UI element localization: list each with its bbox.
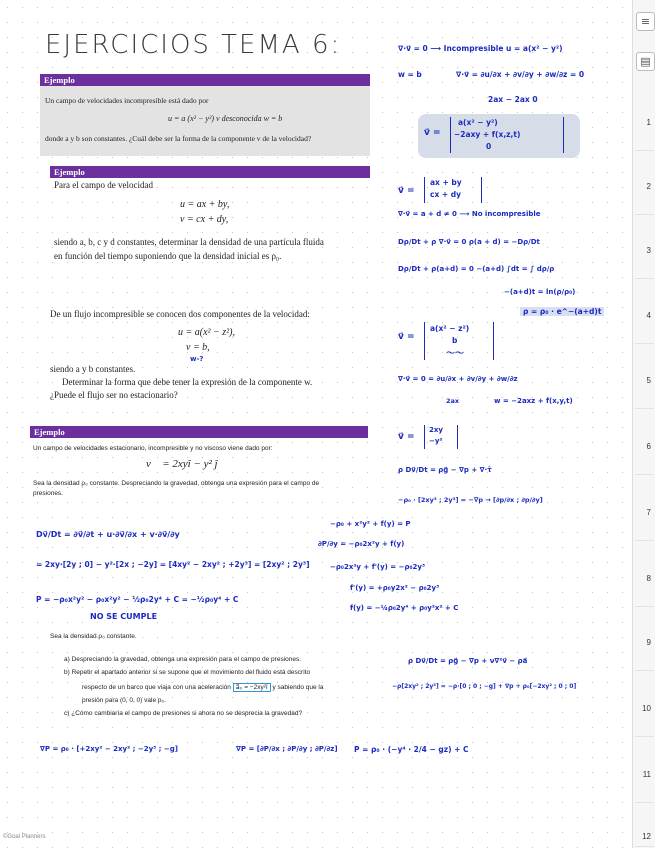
ex3-line2: siendo a y b constantes. (50, 364, 136, 374)
hw-r11a: a(x² − z²) (430, 324, 470, 333)
hw-r7: Dρ/Dt + ρ ∇·v⃗ = 0 ρ(a + d) = −Dρ/Dt (398, 238, 540, 246)
ex2-eq1: u = ax + by, (180, 199, 230, 210)
hw-r5a: ax + by (430, 178, 462, 187)
ex3-line1: De un flujo incompresible se conocen dos componentes de la velocidad: (50, 309, 310, 319)
hw-r4a: a(x² − y²) (458, 118, 498, 127)
ex2-eq2: v = cx + dy, (180, 214, 229, 225)
page-tab-6[interactable]: 6 (635, 416, 654, 475)
hw-r10: ρ = ρ₀ · e^−(a+d)t (520, 307, 604, 316)
hw-r13: w = −2axz + f(x,y,t) (494, 397, 573, 405)
hw-l3: P = −ρ₀x²y² − ρ₀x²y² − ½ρ₀2y⁴ + C = −½ρ₀y⁴ + C (36, 595, 239, 604)
hw-l4: NO SE CUMPLE (90, 612, 158, 621)
footer-credit: ©Goal Planners (3, 834, 46, 840)
hw-r8: Dρ/Dt + ρ(a+d) = 0 −(a+d) ∫dt = ∫ dρ/ρ (398, 265, 555, 273)
hw-r9: −(a+d)t = ln(ρ/ρ₀) (504, 288, 576, 296)
ex3-eq2: v = b, (186, 342, 210, 353)
hw-r16: −ρ₀ · [2xy³ ; 2y³] = −∇p → [∂p/∂x ; ∂p/∂y] (398, 496, 543, 504)
hw-r4b: −2axy + f(x,z,t) (454, 130, 521, 139)
hw-r12b: 2ax (446, 397, 460, 405)
ex4b-c: c) ¿Cómo cambiaría el campo de presiones si ahora no se desprecia la gravedad? (64, 710, 303, 717)
ex3-line4: ¿Puede el flujo ser no estacionario? (50, 390, 178, 400)
hw-r5b: cx + dy (430, 190, 462, 199)
hw-r2b: ∇·v⃗ = ∂u/∂x + ∂v/∂y + ∂w/∂z = 0 (456, 70, 585, 79)
hw-r5-label: v⃗ = (398, 186, 415, 196)
ex1-equation: u = a (x² − y²) v desconocida w = b (168, 114, 283, 123)
hw-o3: P = ρ₀ · (−y⁴ · 2/4 − gz) + C (354, 745, 469, 754)
page-tab-12[interactable]: 12 (635, 786, 654, 847)
acceleration-box: a⃗₀ = −2xy²î (233, 683, 271, 692)
hw-r15: ρ Dv⃗/Dt = ρg⃗ − ∇p + ∇·τ̄ (398, 466, 492, 474)
hw-r6: ∇·v⃗ = a + d ≠ 0 ⟶ No incompresible (398, 210, 541, 218)
ex1-line1: Un campo de velocidades incompresible está dado por (45, 96, 209, 105)
page-tab-7[interactable]: 7 (635, 482, 654, 541)
hw-r1: ∇·v⃗ = 0 ⟶ Incompresible u = a(x² − y²) (398, 44, 563, 53)
hw-m2: ∂P/∂y = −ρ₀2x²y + f(y) (318, 540, 405, 548)
hw-m4: f'(y) = +ρ₀y2x² − ρ₀2y³ (350, 584, 440, 592)
hw-r4-label: v⃗ = (424, 128, 441, 138)
ex4b-b2 (82, 683, 323, 691)
hw-r14-label: v⃗ = (398, 432, 415, 442)
example-header-1: Ejemplo (40, 74, 370, 86)
page-tab-9[interactable]: 9 (635, 612, 654, 671)
ex3-note: w-? (190, 355, 204, 363)
hw-n2: −ρ[2xy² ; 2y³] = −ρ·[0 ; 0 ; −g] + ∇p + ρ₀[−2xy² ; 0 ; 0] (392, 683, 577, 690)
hw-l1: Dv⃗/Dt = ∂v⃗/∂t + u·∂v⃗/∂x + v·∂v⃗/∂y (36, 530, 180, 539)
ex4-line3: presiones. (33, 490, 63, 497)
page-rail (632, 0, 655, 848)
hw-m1: −ρ₀ + x²y² + f(y) = P (330, 520, 411, 528)
ex2-line3: en función del tiempo suponiendo que la densidad inicial es ρ₀. (54, 251, 282, 261)
ex4-line2: Sea la densidad ρ₀ constante. Despreciando la gravedad, obtenga una expresión para el campo de (33, 480, 320, 487)
ex4-line1: Un campo de velocidades estacionario, incompresible y no viscoso viene dado por: (33, 445, 273, 452)
menu-icon[interactable]: ≡ (636, 12, 655, 31)
hw-wave: 〜〜 (446, 349, 465, 359)
page-tab-11[interactable]: 11 (635, 744, 654, 803)
ex4b-b2a: respecto de un barco que viaja con una aceleración (82, 684, 231, 691)
hw-l2: = 2xy·[2y ; 0] − y²·[2x ; −2y] = [4xy² − 2xy² ; +2y³] = [2xy² ; 2y³] (36, 560, 310, 569)
ex4-equation: v⃗ = 2xyî − y² ĵ (146, 458, 218, 470)
page-tab-4[interactable]: 4 (635, 285, 654, 344)
ex4b-a: a) Despreciando la gravedad, obtenga una expresión para el campo de presiones. (64, 656, 302, 663)
page-title: EJERCICIOS TEMA 6: (45, 30, 342, 60)
hw-o2: ∇P = [∂P/∂x ; ∂P/∂y ; ∂P/∂z] (236, 745, 338, 753)
page-tab-5[interactable]: 5 (635, 350, 654, 409)
notes-icon[interactable]: ▤ (636, 52, 655, 71)
ex3-eq1: u = a(x² − z²), (178, 327, 235, 338)
hw-r2a: w = b (398, 70, 422, 79)
ex4b-b3: presión para (0, 0, 0) vale p₀. (82, 697, 166, 704)
ex4b-line0: Sea la densidad ρ₀ constante. (50, 633, 137, 640)
hw-r12: ∇·v⃗ = 0 = ∂u/∂x + ∂v/∂y + ∂w/∂z (398, 375, 518, 383)
hw-r14b: −y² (429, 437, 443, 445)
hw-r11-label: v⃗ = (398, 332, 415, 342)
hw-r14a: 2xy (429, 426, 443, 434)
ex2-line2: siendo a, b, c y d constantes, determinar la densidad de una partícula fluida (54, 237, 324, 247)
example-header-4: Ejemplo (30, 426, 368, 438)
ex4b-b2b: y sabiendo que la (272, 684, 324, 691)
hw-r3: 2ax − 2ax 0 (488, 95, 538, 104)
page-tab-3[interactable]: 3 (635, 220, 654, 279)
ex2-line1: Para el campo de velocidad (54, 180, 153, 190)
example-header-2: Ejemplo (50, 166, 370, 178)
page-tab-1[interactable]: 1 (635, 92, 654, 151)
page-tab-8[interactable]: 8 (635, 548, 654, 607)
ex3-line3: Determinar la forma que debe tener la expresión de la componente w. (62, 377, 313, 387)
page-tab-2[interactable]: 2 (635, 156, 654, 215)
ex1-line2: donde a y b son constantes. ¿Cuál debe ser la forma de la componente v de la velocidad? (45, 134, 312, 143)
hw-n1: ρ Dv⃗/Dt = ρg⃗ − ∇p + ν∇²v⃗ − ρa⃗ (408, 657, 528, 665)
hw-m5: f(y) = −¼ρ₀2y⁴ + ρ₀y²x² + C (350, 604, 459, 612)
page-tab-10[interactable]: 10 (635, 678, 654, 737)
hw-m3: −ρ₀2x²y + f'(y) = −ρ₀2y³ (330, 563, 426, 571)
hw-r4c: 0 (486, 142, 492, 151)
hw-o1: ∇P = ρ₀ · [+2xy² − 2xy² ; −2y³ ; −g] (40, 745, 178, 753)
ex4b-b1: b) Repetir el apartado anterior si se supone que el movimiento del fluido está descrito (64, 669, 311, 676)
hw-r11b: b (452, 336, 458, 345)
